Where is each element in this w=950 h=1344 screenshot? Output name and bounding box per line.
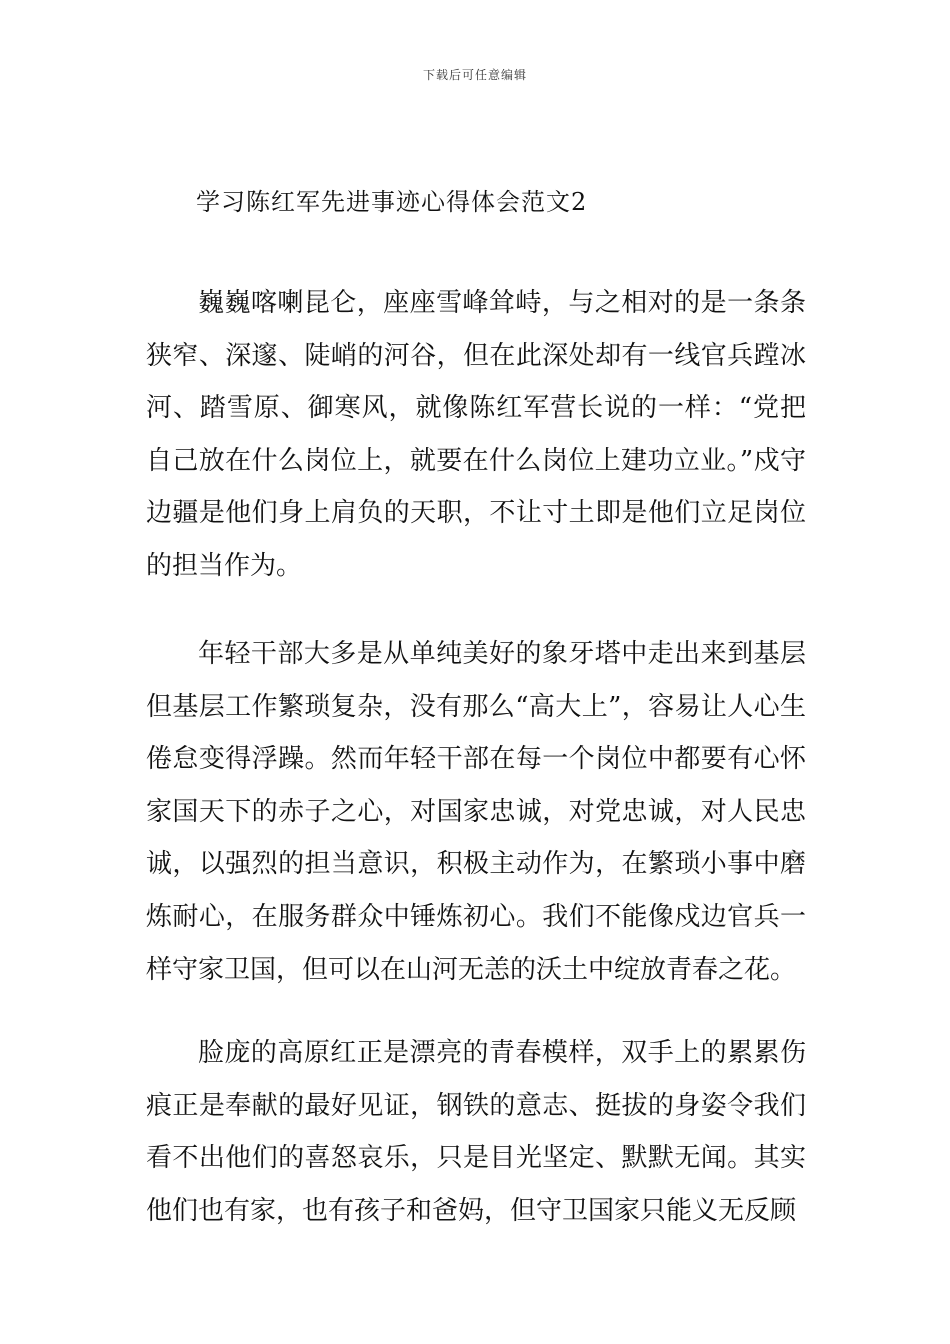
document-title: 学习陈红军先进事迹心得体会范文2	[196, 188, 588, 216]
paragraph-3: 脸庞的高原红正是漂亮的青春模样，双手上的累累伤痕正是奉献的最好见证，钢铁的意志、挺拔的身姿令我们看不出他们的喜怒哀乐，只是目光坚定、默默无闻。其实他们也有家，也有孩子和爸妈，但守卫国家只能义无反顾	[146, 1038, 806, 1226]
paragraph-2: 年轻干部大多是从单纯美好的象牙塔中走出来到基层但基层工作繁琐复杂，没有那么“高大上”，容易让人心生倦怠变得浮躁。然而年轻干部在每一个岗位中都要有心怀家国天下的赤子之心，对国家忠诚，对党忠诚，对人民忠诚，以强烈的担当意识，积极主动作为，在繁琐小事中磨炼耐心，在服务群众中锤炼初心。我们不能像戍边官兵一样守家卫国，但可以在山河无恙的沃土中绽放青春之花。	[146, 639, 806, 985]
paragraph-1: 巍巍喀喇昆仑，座座雪峰耸峙，与之相对的是一条条狭窄、深邃、陡峭的河谷，但在此深处却有一线官兵蹚冰河、踏雪原、御寒风，就像陈红军营长说的一样：“党把自己放在什么岗位上，就要在什么岗位上建功立业。”戍守边疆是他们身上肩负的天职，不让寸土即是他们立足岗位的担当作为。	[146, 288, 806, 581]
header-note: 下载后可任意编辑	[422, 68, 527, 82]
